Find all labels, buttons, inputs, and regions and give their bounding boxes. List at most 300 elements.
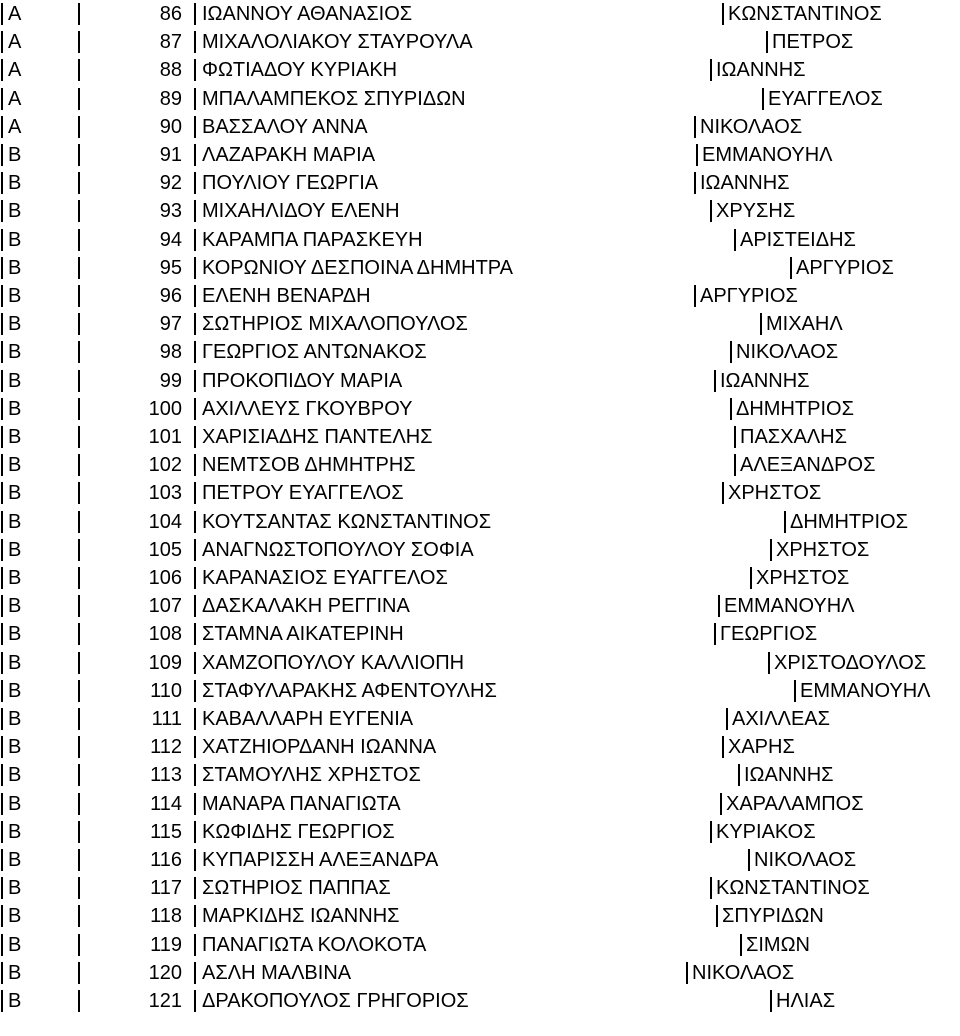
name-cell: ΜΑΡΚΙΔΗΣ ΙΩΑΝΝΗΣ: [202, 905, 400, 928]
column-separator: [1, 144, 3, 166]
column-separator: [194, 144, 196, 166]
name-cell: ΑΝΑΓΝΩΣΤΟΠΟΥΛΟΥ ΣΟΦΙΑ: [202, 538, 474, 561]
class-cell: Β: [8, 172, 22, 195]
class-cell: Β: [8, 679, 22, 702]
column-separator: [750, 567, 752, 589]
column-separator: [78, 88, 80, 110]
class-cell: Β: [8, 820, 22, 843]
class-cell: Β: [8, 256, 22, 279]
number-cell: 116: [150, 849, 182, 871]
column-separator: [734, 229, 736, 251]
column-separator: [722, 736, 724, 758]
column-separator: [794, 680, 796, 702]
table-row: [0, 536, 960, 564]
name-cell: ΚΩΦΙΔΗΣ ΓΕΩΡΓΙΟΣ: [202, 820, 395, 843]
column-separator: [1, 595, 3, 617]
class-cell: Β: [8, 792, 22, 815]
column-separator: [78, 764, 80, 786]
column-separator: [78, 793, 80, 815]
name-cell: ΚΑΡΑΝΑΣΙΟΣ ΕΥΑΓΓΕΛΟΣ: [202, 567, 448, 589]
column-separator: [78, 398, 80, 420]
table-row: [0, 846, 960, 874]
class-cell: Β: [8, 369, 22, 392]
name-cell: ΣΤΑΦΥΛΑΡΑΚΗΣ ΑΦΕΝΤΟΥΛΗΣ: [202, 679, 497, 702]
name-cell: ΦΩΤΙΑΔΟΥ ΚΥΡΙΑΚΗ: [202, 59, 398, 82]
class-cell: Β: [8, 228, 22, 251]
class-cell: Β: [8, 426, 22, 448]
column-separator: [1, 567, 3, 589]
name-cell: ΒΑΣΣΑΛΟΥ ΑΝΝΑ: [202, 115, 368, 138]
number-cell: 111: [151, 708, 182, 730]
number-cell: 115: [150, 820, 182, 843]
column-separator: [738, 764, 740, 786]
column-separator: [194, 877, 196, 899]
name-cell: ΜΑΝΑΡΑ ΠΑΝΑΓΙΩΤΑ: [202, 792, 401, 815]
number-cell: 86: [159, 3, 182, 25]
column-separator: [1, 229, 3, 251]
column-separator: [1, 426, 3, 448]
number-cell: 95: [159, 256, 182, 279]
father-name-cell: ΠΕΤΡΟΣ: [772, 31, 854, 54]
class-cell: Β: [8, 313, 22, 336]
column-separator: [1, 539, 3, 561]
column-separator: [1, 116, 3, 138]
column-separator: [78, 708, 80, 730]
column-separator: [194, 3, 196, 25]
column-separator: [730, 398, 732, 420]
table-row: [0, 931, 960, 959]
column-separator: [1, 59, 3, 81]
column-separator: [1, 3, 3, 25]
column-separator: [1, 313, 3, 335]
father-name-cell: ΕΜΜΑΝΟΥΗΛ: [702, 144, 833, 166]
name-cell: ΛΑΖΑΡΑΚΗ ΜΑΡΙΑ: [202, 144, 376, 166]
column-separator: [762, 88, 764, 110]
column-separator: [716, 905, 718, 927]
column-separator: [194, 680, 196, 702]
column-separator: [718, 595, 720, 617]
column-separator: [194, 285, 196, 307]
table-row: [0, 790, 960, 818]
column-separator: [730, 341, 732, 363]
column-separator: [194, 257, 196, 279]
table-row: [0, 902, 960, 930]
column-separator: [790, 257, 792, 279]
column-separator: [78, 257, 80, 279]
column-separator: [194, 172, 196, 194]
name-cell: ΠΑΝΑΓΙΩΤΑ ΚΟΛΟΚΟΤΑ: [202, 933, 427, 956]
column-separator: [1, 680, 3, 702]
name-cell: ΜΠΑΛΑΜΠΕΚΟΣ ΣΠΥΡΙΔΩΝ: [202, 87, 466, 110]
father-name-cell: ΝΙΚΟΛΑΟΣ: [700, 115, 803, 138]
column-separator: [1, 31, 3, 53]
name-cell: ΚΟΡΩΝΙΟΥ ΔΕΣΠΟΙΝΑ ΔΗΜΗΤΡΑ: [202, 256, 513, 279]
table-row: [0, 0, 960, 28]
column-separator: [1, 652, 3, 674]
column-separator: [1, 905, 3, 927]
column-separator: [194, 821, 196, 843]
number-cell: 110: [150, 679, 182, 702]
column-separator: [1, 962, 3, 984]
name-cell: ΙΩΑΝΝΟΥ ΑΘΑΝΑΣΙΟΣ: [202, 3, 413, 25]
class-cell: Β: [8, 623, 22, 646]
column-separator: [194, 623, 196, 645]
column-separator: [78, 229, 80, 251]
column-separator: [1, 398, 3, 420]
column-separator: [78, 652, 80, 674]
name-cell: ΜΙΧΑΛΟΛΙΑΚΟΥ ΣΤΑΥΡΟΥΛΑ: [202, 31, 473, 54]
table-row: [0, 733, 960, 761]
name-cell: ΧΑΡΙΣΙΑΔΗΣ ΠΑΝΤΕΛΗΣ: [202, 426, 433, 448]
number-cell: 91: [159, 144, 182, 166]
table-row: [0, 254, 960, 282]
column-separator: [78, 680, 80, 702]
column-separator: [194, 736, 196, 758]
father-name-cell: ΠΑΣΧΑΛΗΣ: [740, 426, 847, 448]
column-separator: [78, 285, 80, 307]
column-separator: [726, 708, 728, 730]
number-cell: 88: [159, 59, 182, 82]
column-separator: [710, 200, 712, 222]
column-separator: [78, 849, 80, 871]
father-name-cell: ΑΛΕΞΑΝΔΡΟΣ: [740, 454, 876, 477]
table-row: [0, 395, 960, 423]
table-row: [0, 197, 960, 225]
column-separator: [194, 116, 196, 138]
column-separator: [714, 370, 716, 392]
column-separator: [768, 652, 770, 674]
column-separator: [694, 172, 696, 194]
class-cell: Β: [8, 961, 22, 984]
column-separator: [1, 990, 3, 1012]
column-separator: [194, 652, 196, 674]
father-name-cell: ΧΡΗΣΤΟΣ: [756, 567, 850, 589]
father-name-cell: ΑΡΙΣΤΕΙΔΗΣ: [740, 228, 856, 251]
number-cell: 103: [148, 482, 182, 505]
column-separator: [78, 341, 80, 363]
father-name-cell: ΧΑΡΗΣ: [728, 736, 795, 759]
class-cell: Α: [8, 115, 22, 138]
father-name-cell: ΔΗΜΗΤΡΙΟΣ: [790, 510, 908, 533]
table-row: [0, 113, 960, 141]
column-separator: [194, 567, 196, 589]
class-cell: Β: [8, 482, 22, 505]
table-row: [0, 451, 960, 479]
table-row: [0, 367, 960, 395]
name-cell: ΑΣΛΗ ΜΑΛΒΙΝΑ: [202, 961, 352, 984]
column-separator: [78, 962, 80, 984]
table-row: [0, 282, 960, 310]
column-separator: [78, 482, 80, 504]
column-separator: [194, 229, 196, 251]
column-separator: [194, 454, 196, 476]
column-separator: [720, 793, 722, 815]
father-name-cell: ΔΗΜΗΤΡΙΟΣ: [736, 397, 854, 420]
column-separator: [710, 821, 712, 843]
column-separator: [710, 877, 712, 899]
name-cell: ΓΕΩΡΓΙΟΣ ΑΝΤΩΝΑΚΟΣ: [202, 341, 427, 364]
class-cell: Α: [8, 31, 22, 54]
column-separator: [78, 144, 80, 166]
number-cell: 107: [148, 595, 182, 618]
number-cell: 98: [159, 341, 182, 364]
column-separator: [194, 200, 196, 222]
column-separator: [722, 482, 724, 504]
father-name-cell: ΕΥΑΓΓΕΛΟΣ: [768, 87, 883, 110]
column-separator: [696, 144, 698, 166]
class-cell: Α: [8, 59, 22, 82]
column-separator: [694, 116, 696, 138]
column-separator: [78, 426, 80, 448]
table-row: [0, 56, 960, 84]
column-separator: [78, 990, 80, 1012]
name-cell: ΔΑΣΚΑΛΑΚΗ ΡΕΓΓΙΝΑ: [202, 595, 410, 618]
class-cell: Β: [8, 144, 22, 166]
class-cell: Β: [8, 454, 22, 477]
column-separator: [194, 398, 196, 420]
table-row: [0, 310, 960, 338]
column-separator: [194, 962, 196, 984]
table-row: [0, 761, 960, 789]
number-cell: 90: [159, 115, 182, 138]
column-separator: [748, 849, 750, 871]
column-separator: [1, 341, 3, 363]
column-separator: [78, 31, 80, 53]
column-separator: [78, 3, 80, 25]
name-cell: ΜΙΧΑΗΛΙΔΟΥ ΕΛΕΝΗ: [202, 200, 400, 223]
father-name-cell: ΧΡΥΣΗΣ: [716, 200, 796, 223]
number-cell: 101: [148, 426, 182, 448]
column-separator: [734, 426, 736, 448]
number-cell: 94: [159, 228, 182, 251]
table-row: [0, 338, 960, 366]
column-separator: [710, 59, 712, 81]
column-separator: [78, 934, 80, 956]
column-separator: [734, 454, 736, 476]
number-cell: 104: [148, 510, 182, 533]
column-separator: [78, 736, 80, 758]
number-cell: 120: [148, 961, 182, 984]
column-separator: [1, 764, 3, 786]
class-cell: Β: [8, 736, 22, 759]
class-cell: Α: [8, 87, 22, 110]
class-cell: Β: [8, 567, 22, 589]
column-separator: [766, 31, 768, 53]
column-separator: [194, 905, 196, 927]
class-cell: Α: [8, 3, 22, 25]
number-cell: 93: [159, 200, 182, 223]
column-separator: [194, 313, 196, 335]
number-cell: 109: [148, 651, 182, 674]
class-cell: Β: [8, 595, 22, 618]
table-row: [0, 479, 960, 507]
table-row: [0, 85, 960, 113]
column-separator: [1, 877, 3, 899]
number-cell: 118: [150, 905, 182, 928]
column-separator: [194, 934, 196, 956]
father-name-cell: ΙΩΑΝΝΗΣ: [720, 369, 810, 392]
number-cell: 89: [159, 87, 182, 110]
class-cell: Β: [8, 285, 22, 307]
father-name-cell: ΓΕΩΡΓΙΟΣ: [720, 623, 818, 646]
table-row: [0, 649, 960, 677]
table-row: [0, 620, 960, 648]
name-cell: ΝΕΜΤΣΟΒ ΔΗΜΗΤΡΗΣ: [202, 454, 416, 477]
class-cell: Β: [8, 708, 22, 730]
column-separator: [78, 623, 80, 645]
column-separator: [194, 341, 196, 363]
class-cell: Β: [8, 764, 22, 787]
father-name-cell: ΑΡΓΥΡΙΟΣ: [700, 285, 798, 307]
column-separator: [194, 849, 196, 871]
column-separator: [722, 3, 724, 25]
name-cell: ΣΤΑΜΟΥΛΗΣ ΧΡΗΣΤΟΣ: [202, 764, 421, 787]
father-name-cell: ΝΙΚΟΛΑΟΣ: [754, 849, 857, 871]
column-separator: [714, 623, 716, 645]
column-separator: [760, 313, 762, 335]
name-cell: ΚΟΥΤΣΑΝΤΑΣ ΚΩΝΣΤΑΝΤΙΝΟΣ: [202, 510, 492, 533]
column-separator: [78, 595, 80, 617]
father-name-cell: ΗΛΙΑΣ: [776, 990, 836, 1012]
column-separator: [78, 511, 80, 533]
column-separator: [78, 877, 80, 899]
table-row: [0, 874, 960, 902]
column-separator: [78, 905, 80, 927]
name-cell: ΧΑΤΖΗΙΟΡΔΑΝΗ ΙΩΑΝΝΑ: [202, 736, 437, 759]
name-cell: ΣΩΤΗΡΙΟΣ ΠΑΠΠΑΣ: [202, 877, 391, 900]
table-row: [0, 141, 960, 169]
number-cell: 117: [150, 877, 182, 900]
number-cell: 100: [148, 397, 182, 420]
number-cell: 97: [159, 313, 182, 336]
father-name-cell: ΝΙΚΟΛΑΟΣ: [692, 961, 795, 984]
father-name-cell: ΣΙΜΩΝ: [746, 933, 810, 956]
column-separator: [78, 200, 80, 222]
column-separator: [784, 511, 786, 533]
column-separator: [194, 511, 196, 533]
name-cell: ΚΑΡΑΜΠΑ ΠΑΡΑΣΚΕΥΗ: [202, 228, 423, 251]
number-cell: 92: [159, 172, 182, 195]
column-separator: [1, 285, 3, 307]
column-separator: [194, 793, 196, 815]
number-cell: 99: [159, 369, 182, 392]
column-separator: [194, 990, 196, 1012]
number-cell: 108: [148, 623, 182, 646]
father-name-cell: ΕΜΜΑΝΟΥΗΛ: [724, 595, 855, 618]
father-name-cell: ΙΩΑΝΝΗΣ: [744, 764, 834, 787]
class-cell: Β: [8, 397, 22, 420]
column-separator: [78, 539, 80, 561]
table-row: [0, 705, 960, 733]
column-separator: [194, 539, 196, 561]
column-separator: [194, 764, 196, 786]
class-cell: Β: [8, 538, 22, 561]
column-separator: [1, 482, 3, 504]
table-row: [0, 987, 960, 1015]
name-cell: ΠΡΟΚΟΠΙΔΟΥ ΜΑΡΙΑ: [202, 369, 403, 392]
number-cell: 121: [148, 990, 182, 1012]
table-row: [0, 564, 960, 592]
class-cell: Β: [8, 510, 22, 533]
class-cell: Β: [8, 933, 22, 956]
number-cell: 96: [159, 285, 182, 307]
table-row: [0, 508, 960, 536]
column-separator: [194, 370, 196, 392]
father-name-cell: ΚΥΡΙΑΚΟΣ: [716, 820, 816, 843]
column-separator: [78, 59, 80, 81]
table-row: [0, 677, 960, 705]
name-cell: ΕΛΕΝΗ ΒΕΝΑΡΔΗ: [202, 285, 371, 307]
number-cell: 105: [148, 538, 182, 561]
column-separator: [770, 539, 772, 561]
column-separator: [1, 821, 3, 843]
class-cell: Β: [8, 200, 22, 223]
column-separator: [1, 934, 3, 956]
column-separator: [686, 962, 688, 984]
name-cell: ΧΑΜΖΟΠΟΥΛΟΥ ΚΑΛΛΙΟΠΗ: [202, 651, 465, 674]
father-name-cell: ΧΑΡΑΛΑΜΠΟΣ: [726, 792, 864, 815]
column-separator: [78, 821, 80, 843]
father-name-cell: ΝΙΚΟΛΑΟΣ: [736, 341, 839, 364]
father-name-cell: ΑΡΓΥΡΙΟΣ: [796, 256, 894, 279]
column-separator: [78, 116, 80, 138]
column-separator: [1, 708, 3, 730]
father-name-cell: ΧΡΗΣΤΟΣ: [776, 538, 870, 561]
number-cell: 114: [150, 792, 182, 815]
name-cell: ΣΤΑΜΝΑ ΑΙΚΑΤΕΡΙΝΗ: [202, 623, 404, 646]
column-separator: [78, 454, 80, 476]
class-cell: Β: [8, 651, 22, 674]
name-cell: ΣΩΤΗΡΙΟΣ ΜΙΧΑΛΟΠΟΥΛΟΣ: [202, 313, 468, 336]
father-name-cell: ΜΙΧΑΗΛ: [766, 313, 843, 336]
father-name-cell: ΑΧΙΛΛΕΑΣ: [732, 708, 830, 730]
class-cell: Β: [8, 990, 22, 1012]
father-name-cell: ΧΡΙΣΤΟΔΟΥΛΟΣ: [774, 651, 927, 674]
column-separator: [194, 426, 196, 448]
father-name-cell: ΣΠΥΡΙΔΩΝ: [722, 905, 824, 928]
column-separator: [194, 595, 196, 617]
table-row: [0, 423, 960, 451]
number-cell: 106: [148, 567, 182, 589]
name-cell: ΠΕΤΡΟΥ ΕΥΑΓΓΕΛΟΣ: [202, 482, 404, 505]
column-separator: [194, 31, 196, 53]
column-separator: [1, 88, 3, 110]
column-separator: [1, 454, 3, 476]
class-cell: Β: [8, 341, 22, 364]
table-row: [0, 592, 960, 620]
column-separator: [1, 200, 3, 222]
number-cell: 112: [150, 736, 182, 759]
column-separator: [78, 370, 80, 392]
father-name-cell: ΚΩΝΣΤΑΝΤΙΝΟΣ: [728, 3, 882, 25]
father-name-cell: ΧΡΗΣΤΟΣ: [728, 482, 822, 505]
column-separator: [78, 313, 80, 335]
name-cell: ΑΧΙΛΛΕΥΣ ΓΚΟΥΒΡΟΥ: [202, 397, 413, 420]
class-cell: Β: [8, 877, 22, 900]
number-cell: 113: [150, 764, 182, 787]
table-row: [0, 959, 960, 987]
father-name-cell: ΙΩΑΝΝΗΣ: [716, 59, 806, 82]
column-separator: [194, 708, 196, 730]
class-cell: Β: [8, 905, 22, 928]
table-row: [0, 169, 960, 197]
column-separator: [1, 257, 3, 279]
number-cell: 87: [159, 31, 182, 54]
table-row: [0, 818, 960, 846]
name-cell: ΔΡΑΚΟΠΟΥΛΟΣ ΓΡΗΓΟΡΙΟΣ: [202, 990, 469, 1012]
father-name-cell: ΕΜΜΑΝΟΥΗΛ: [800, 679, 931, 702]
column-separator: [194, 88, 196, 110]
